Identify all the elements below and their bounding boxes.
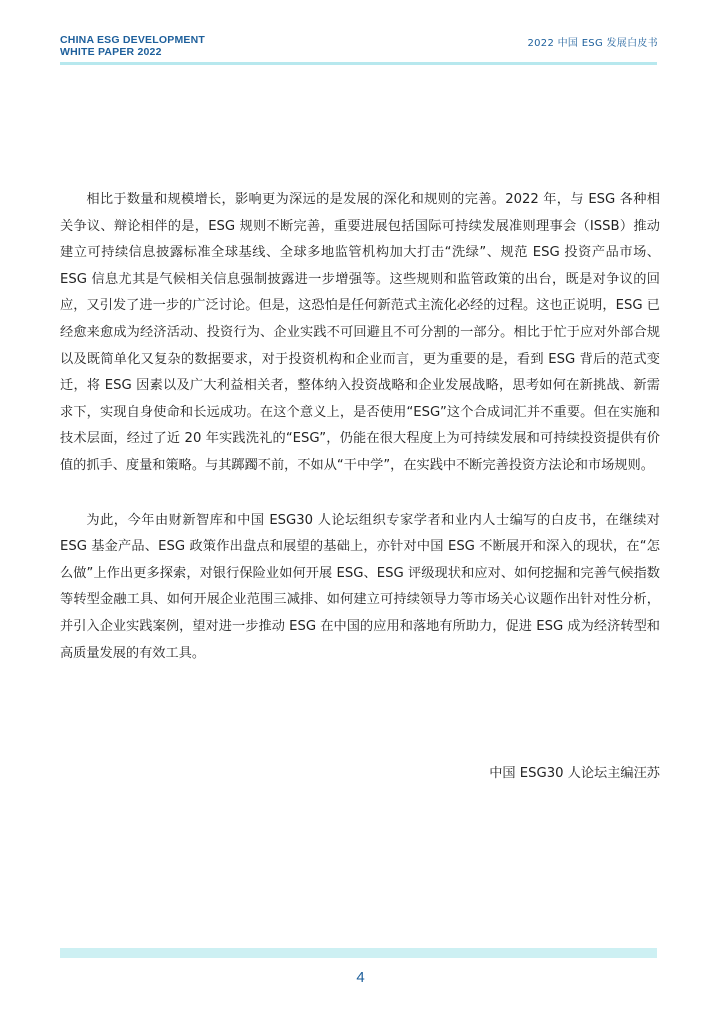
main-text xyxy=(60,187,660,667)
footer-divider xyxy=(60,948,657,958)
header-title xyxy=(60,34,205,58)
header-title-line2: WHITE PAPER 2022 xyxy=(60,46,162,58)
paragraph-1: 相比于数量和规模增长，影响更为深远的是发展的深化和规则的完善。2022 年，与 ESG 各种相关争议、辩论相伴的是，ESG 规则不断完善，重要进展包括国际可持续发展准则理事会（ISSB）推动建立可持续信息披露标准全球基线、全球多地监管机构加大打击“洗绿”、规范 ESG 投资产品市场、ESG 信息尤其是气候相关信息强制披露进一步增强等。这些规则和监管政策的出台，既是对争议的回应，又引发了进一步的广泛讨论。但是，这恐怕是任何新范式主流化必经的过程。这也正说明，ESG 已经愈来愈成为经济活动、投资行为、企业实践不可回避且不可分割的一部分。相比于忙于应对外部合规以及既简单化又复杂的数据要求，对于投资机构和企业而言，更为重要的是，看到 ESG 背后的范式变迁，将 ESG 因素以及广大利益相关者，整体纳入投资战略和企业发展战略，思考如何在新挑战、新需求下，实现自身使命和长远成功。在这个意义上，是否使用“ESG”这个合成词汇并不重要。但在实施和技术层面，经过了近 20 年实践洗礼的“ESG”，仍能在很大程度上为可持续发展和可持续投资提供有价值的抓手、度量和策略。与其踯躅不前，不如从“干中学”，在实践中不断完善投资方法论和市场规则。 xyxy=(60,192,660,473)
header-divider xyxy=(60,62,657,65)
header-right-title: 2022 中国 ESG 发展白皮书 xyxy=(527,38,658,49)
signature: 中国 ESG30 人论坛主编汪苏 xyxy=(489,766,660,781)
page-number: 4 xyxy=(356,969,365,986)
header-title-line1: CHINA ESG DEVELOPMENT xyxy=(60,34,205,46)
paragraph-2: 为此，今年由财新智库和中国 ESG30 人论坛组织专家学者和业内人士编写的白皮书，在继续对 ESG 基金产品、ESG 政策作出盘点和展望的基础上，亦针对中国 ESG 不断展开和深入的现状，在“怎么做”上作出更多探索，对银行保险业如何开展 ESG、ESG 评级现状和应对、如何挖掘和完善气候指数等转型金融工具、如何开展企业范围三减排、如何建立可持续领导力等市场关心议题作出针对性分析，并引入企业实践案例，望对进一步推动 ESG 在中国的应用和落地有所助力，促进 ESG 成为经济转型和高质量发展的有效工具。 xyxy=(60,512,660,661)
